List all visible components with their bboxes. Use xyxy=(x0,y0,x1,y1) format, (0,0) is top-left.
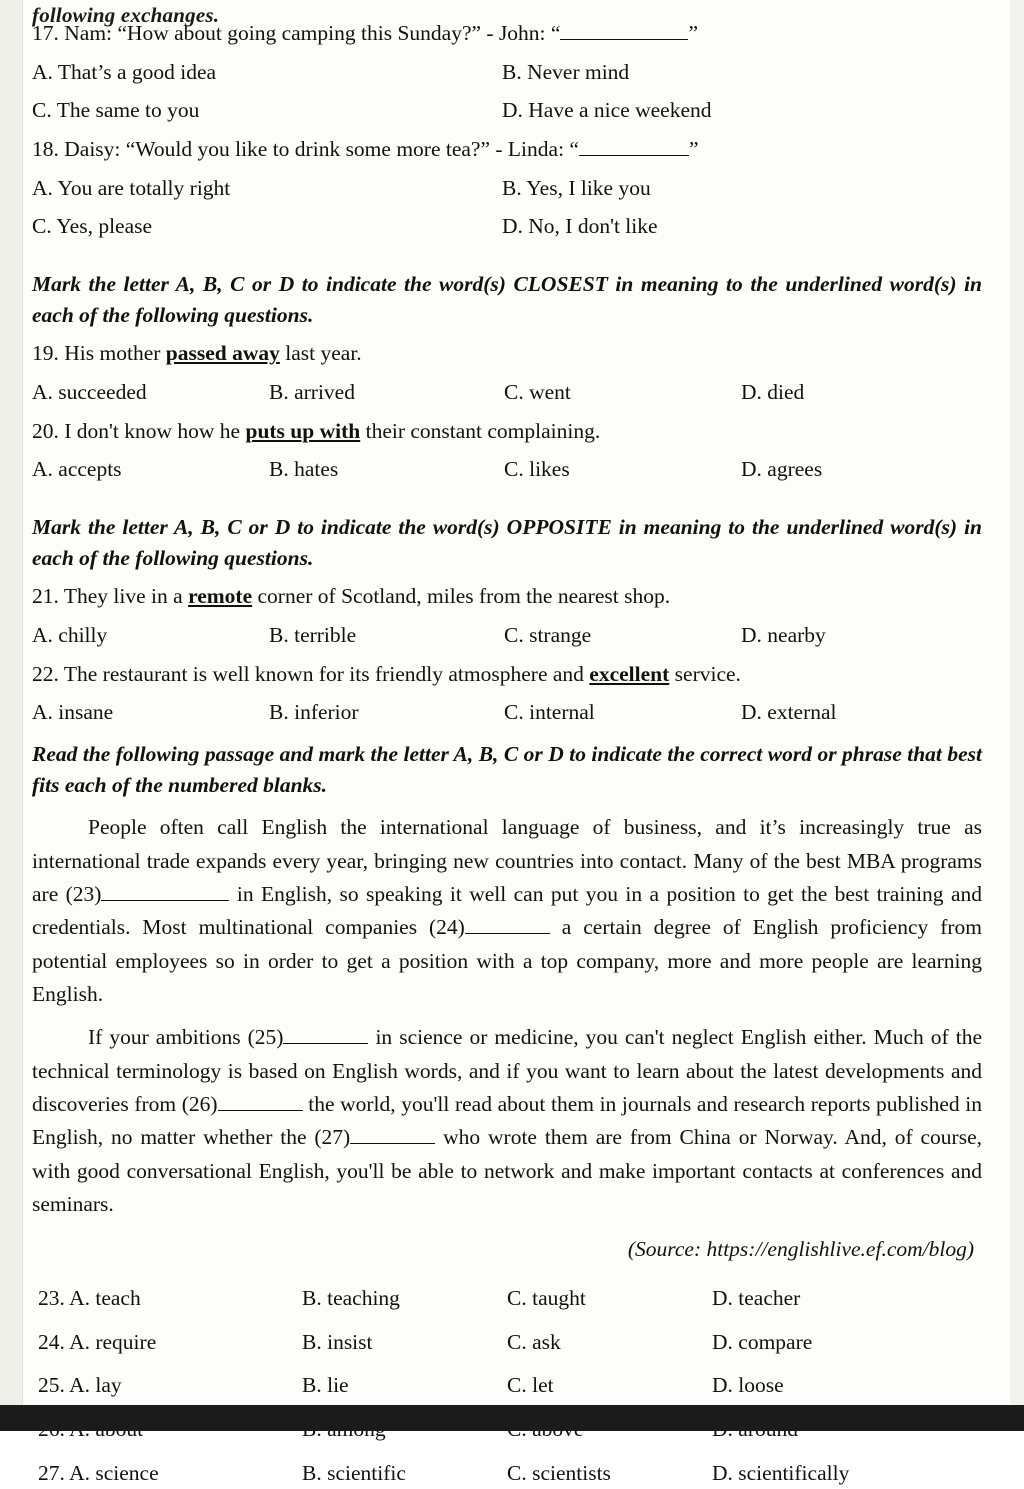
option-c[interactable]: C. internal xyxy=(504,700,595,725)
option-d[interactable]: D. scientifically xyxy=(712,1460,850,1485)
question-25-options xyxy=(32,1369,982,1402)
option-a[interactable]: A. That’s a good idea xyxy=(32,59,217,84)
question-17-text: 17. Nam: “How about going camping this Sunday?” - John: “ xyxy=(32,21,561,45)
question-21-options xyxy=(32,619,982,652)
blank-24 xyxy=(465,933,550,934)
question-19-options xyxy=(32,376,982,409)
option-d[interactable]: D. agrees xyxy=(741,457,823,482)
question-20-pre: I don't know how he xyxy=(64,418,246,443)
option-a[interactable]: A. lay xyxy=(69,1373,122,1398)
question-21-pre: They live in a xyxy=(63,584,189,609)
option-c[interactable]: C. let xyxy=(507,1373,554,1398)
option-b[interactable]: B. Never mind xyxy=(502,59,630,84)
question-20-underlined: puts up with xyxy=(245,418,361,443)
question-22-post: service. xyxy=(669,661,741,686)
option-d[interactable]: D. loose xyxy=(712,1373,784,1398)
passage-p2-part4: who wrote them are from China or Norway. And, of course, with good conversational English, you'll be able to network and make important contacts at conferences and seminars. xyxy=(32,1125,982,1216)
blank-26 xyxy=(218,1110,303,1111)
option-b[interactable]: B. hates xyxy=(269,457,339,482)
blank-25 xyxy=(283,1043,368,1044)
question-19-prompt xyxy=(32,337,982,370)
question-17-options-row-2 xyxy=(32,94,982,127)
option-c[interactable]: C. taught xyxy=(507,1285,586,1310)
option-row-label xyxy=(32,1457,302,1489)
question-23-number: 23. xyxy=(38,1285,65,1310)
question-22-number: 22. xyxy=(32,661,59,686)
question-19-underlined: passed away xyxy=(165,341,280,366)
option-a[interactable]: A. science xyxy=(69,1460,159,1485)
question-22-underlined: excellent xyxy=(589,661,670,686)
page-right-edge xyxy=(1010,0,1024,1405)
cut-off-header: following exchanges. xyxy=(32,3,220,27)
passage-p2-part2: in science or medicine, you can't neglect English either. Much of the technical terminology is based on English words, and if you want to learn about the latest developments and discoveries from (26) xyxy=(32,1025,982,1116)
blank-23 xyxy=(101,900,229,901)
option-a[interactable]: A. require xyxy=(69,1329,157,1354)
question-18-options-row-2 xyxy=(32,210,982,243)
option-a[interactable]: A. insane xyxy=(32,700,114,725)
instruction-closest: Mark the letter A, B, C or D to indicate the word(s) CLOSEST in meaning to the underlined word(s) in each of the following questions. xyxy=(32,272,982,328)
option-c[interactable]: C. went xyxy=(504,380,571,405)
cloze-answer-options xyxy=(32,1282,982,1489)
question-25-number: 25. xyxy=(38,1373,65,1398)
option-a[interactable]: A. chilly xyxy=(32,623,108,648)
screen-bottom-bar xyxy=(0,1405,1024,1431)
question-19-number: 19. xyxy=(32,341,59,366)
option-c[interactable]: C. Yes, please xyxy=(32,214,153,239)
question-27-number: 27. xyxy=(38,1460,65,1485)
question-17-prompt xyxy=(32,17,982,50)
option-a[interactable]: A. You are totally right xyxy=(32,175,231,200)
option-d[interactable]: D. external xyxy=(741,700,837,725)
instruction-opposite: Mark the letter A, B, C or D to indicate the word(s) OPPOSITE in meaning to the underlined word(s) in each of the following questions. xyxy=(32,515,982,571)
option-b[interactable]: B. insist xyxy=(302,1329,373,1354)
question-20-prompt xyxy=(32,415,982,448)
question-18-options-row-1 xyxy=(32,172,982,205)
option-c[interactable]: C. scientists xyxy=(507,1460,611,1485)
question-27-options xyxy=(32,1457,982,1489)
option-b[interactable]: B. Yes, I like you xyxy=(502,175,651,200)
question-17-close-quote: ” xyxy=(688,21,698,45)
question-22-prompt xyxy=(32,658,982,691)
option-row-label xyxy=(32,1282,302,1315)
passage-p2-part1: If your ambitions (25) xyxy=(88,1025,284,1050)
document-content xyxy=(32,0,982,1489)
question-21-prompt xyxy=(32,580,982,613)
option-a[interactable]: A. succeeded xyxy=(32,380,147,405)
question-20-options xyxy=(32,453,982,486)
question-22-pre: The restaurant is well known for its friendly atmosphere and xyxy=(63,661,590,686)
instruction-cloze: Read the following passage and mark the letter A, B, C or D to indicate the correct word or phrase that best fits each of the numbered blanks. xyxy=(32,742,982,798)
option-b[interactable]: B. lie xyxy=(302,1373,349,1398)
option-c[interactable]: C. The same to you xyxy=(32,98,200,123)
option-row-label xyxy=(32,1326,302,1359)
passage-paragraph-2 xyxy=(32,1021,982,1221)
question-19-post: last year. xyxy=(279,341,362,366)
option-d[interactable]: D. teacher xyxy=(712,1285,801,1310)
option-row-label xyxy=(32,1369,302,1402)
question-18-text: 18. Daisy: “Would you like to drink some more tea?” - Linda: “ xyxy=(32,137,579,162)
blank-27 xyxy=(350,1143,435,1144)
passage-p1-part2: in English, so speaking it well can put you in a position to get the best training and credentials. Most multinational companies (24) xyxy=(32,882,982,940)
answer-blank xyxy=(560,39,688,40)
passage-p2-part3: the world, you'll read about them in journals and research reports published in English, no matter whether the (27) xyxy=(32,1091,982,1150)
option-c[interactable]: C. strange xyxy=(504,623,592,648)
option-d[interactable]: D. Have a nice weekend xyxy=(502,98,712,123)
page-left-edge xyxy=(0,0,23,1405)
question-20-post: their constant complaining. xyxy=(360,418,601,443)
question-24-number: 24. xyxy=(38,1329,65,1354)
option-d[interactable]: D. died xyxy=(741,380,805,405)
option-c[interactable]: C. ask xyxy=(507,1329,561,1354)
question-21-number: 21. xyxy=(32,584,59,609)
question-18-close-quote: ” xyxy=(688,137,699,162)
option-b[interactable]: B. arrived xyxy=(269,380,355,405)
option-d[interactable]: D. compare xyxy=(712,1329,813,1354)
option-d[interactable]: D. nearby xyxy=(741,623,826,648)
option-b[interactable]: B. inferior xyxy=(269,700,359,725)
answer-blank xyxy=(579,155,689,156)
question-18-prompt xyxy=(32,133,982,166)
question-23-options xyxy=(32,1282,982,1315)
option-b[interactable]: B. scientific xyxy=(302,1460,406,1485)
question-17-options-row-1 xyxy=(32,56,982,89)
question-22-options xyxy=(32,696,982,729)
option-b[interactable]: B. teaching xyxy=(302,1285,400,1310)
passage-p1-part1: People often call English the international language of business, and it’s increasingly true as international trade expands every year, bringing new countries into contact. Many of the best MBA programs are (23) xyxy=(32,815,982,907)
option-c[interactable]: C. likes xyxy=(504,457,570,482)
source-note: (Source: https://englishlive.ef.com/blog) xyxy=(627,1237,974,1262)
passage-p1-part3: a certain degree of English proficiency from potential employees so in order to get a position with a top company, more and more people are learning English. xyxy=(32,915,982,1006)
question-21-post: corner of Scotland, miles from the nearest shop. xyxy=(252,584,671,609)
question-24-options xyxy=(32,1326,982,1359)
question-21-underlined: remote xyxy=(188,584,253,609)
option-a[interactable]: A. accepts xyxy=(32,457,122,482)
option-a[interactable]: A. teach xyxy=(69,1285,141,1310)
option-d[interactable]: D. No, I don't like xyxy=(502,214,658,239)
question-20-number: 20. xyxy=(32,418,59,443)
question-19-pre: His mother xyxy=(64,341,166,366)
option-b[interactable]: B. terrible xyxy=(269,623,357,648)
passage-paragraph-1 xyxy=(32,811,982,1011)
